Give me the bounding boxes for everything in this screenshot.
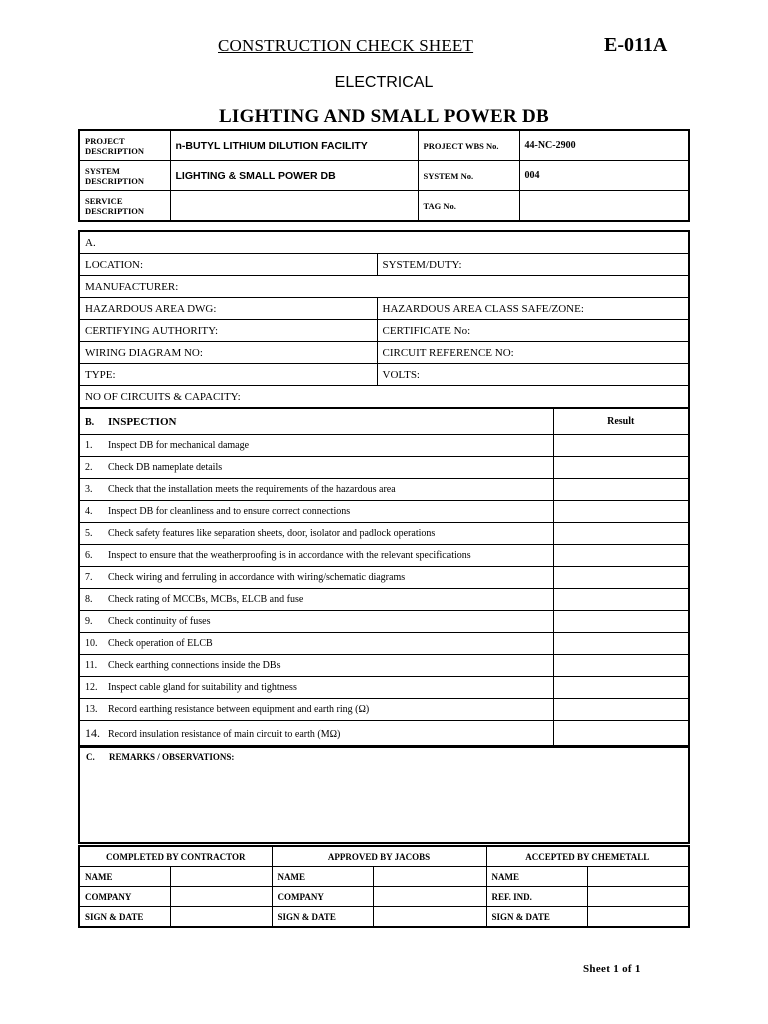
inspection-item-number: 8.: [85, 594, 93, 605]
inspection-item-text: Check continuity of fuses: [108, 616, 211, 627]
completed-by-header: COMPLETED BY CONTRACTOR: [79, 846, 272, 867]
inspection-items: [79, 435, 689, 748]
jacobs-name-field[interactable]: [373, 867, 486, 887]
inspection-item-number: 7.: [85, 572, 93, 583]
section-b-letter: B.: [85, 416, 95, 428]
inspection-item-number: 4.: [85, 506, 93, 517]
inspection-row: [79, 523, 689, 545]
document-number: E-011A: [604, 34, 668, 56]
inspection-title: INSPECTION: [108, 415, 177, 428]
service-description-value[interactable]: [170, 191, 418, 222]
inspection-heading: [79, 408, 553, 435]
project-description-label: PROJECT DESCRIPTION: [79, 130, 170, 161]
inspection-item-text: Record insulation resistance of main circuit to earth (MΩ): [108, 729, 341, 740]
tag-number-value[interactable]: [519, 191, 689, 222]
inspection-row: [79, 479, 689, 501]
jacobs-company-label: COMPANY: [272, 887, 373, 907]
section-c-letter: C.: [86, 752, 95, 762]
inspection-item-number: 2.: [85, 462, 93, 473]
inspection-item: [79, 589, 553, 611]
remarks-box[interactable]: [78, 745, 690, 844]
inspection-item: [79, 633, 553, 655]
inspection-item-text: Check operation of ELCB: [108, 638, 213, 649]
inspection-row: [79, 457, 689, 479]
inspection-row: [79, 567, 689, 589]
inspection-item-text: Inspect to ensure that the weatherproofing is in accordance with the relevant specifications: [108, 550, 471, 561]
inspection-item-number: 6.: [85, 550, 93, 561]
discipline-heading: ELECTRICAL: [334, 74, 434, 91]
project-wbs-value[interactable]: 44-NC-2900: [519, 130, 689, 161]
inspection-result-cell[interactable]: [553, 677, 689, 699]
inspection-item-number: 11.: [85, 660, 98, 671]
contractor-name-label: NAME: [79, 867, 170, 887]
chemetall-sign-date-label: SIGN & DATE: [486, 907, 587, 928]
inspection-item-text: Inspect DB for mechanical damage: [108, 440, 250, 451]
inspection-row: [79, 633, 689, 655]
chemetall-name-field[interactable]: [587, 867, 689, 887]
inspection-row: [79, 545, 689, 567]
service-description-label: SERVICE DESCRIPTION: [79, 191, 170, 222]
inspection-result-cell[interactable]: [553, 699, 689, 721]
sheet-number: Sheet 1 of 1: [583, 963, 641, 975]
contractor-name-field[interactable]: [170, 867, 272, 887]
system-description-label: SYSTEM DESCRIPTION: [79, 161, 170, 191]
project-info-table: [78, 129, 690, 222]
inspection-item: [79, 567, 553, 589]
inspection-row: [79, 611, 689, 633]
accepted-by-header: ACCEPTED BY CHEMETALL: [486, 846, 689, 867]
system-duty-field[interactable]: SYSTEM/DUTY:: [377, 254, 689, 276]
inspection-row: [79, 699, 689, 721]
jacobs-name-label: NAME: [272, 867, 373, 887]
document-subtitle: LIGHTING AND SMALL POWER DB: [218, 106, 550, 127]
inspection-item: [79, 677, 553, 699]
contractor-sign-date-field[interactable]: [170, 907, 272, 928]
chemetall-name-label: NAME: [486, 867, 587, 887]
inspection-item: [79, 523, 553, 545]
inspection-result-cell[interactable]: [553, 611, 689, 633]
inspection-result-cell[interactable]: [553, 479, 689, 501]
inspection-item-number: 3.: [85, 484, 93, 495]
project-description-value[interactable]: n-BUTYL LITHIUM DILUTION FACILITY: [170, 130, 418, 161]
inspection-result-cell[interactable]: [553, 589, 689, 611]
inspection-table: [78, 407, 690, 748]
project-wbs-label: PROJECT WBS No.: [418, 130, 519, 161]
inspection-row: [79, 721, 689, 748]
inspection-item: [79, 721, 553, 748]
inspection-item-text: Inspect cable gland for suitability and tightness: [108, 682, 297, 693]
inspection-item-text: Check safety features like separation sheets, door, isolator and padlock operations: [108, 528, 436, 539]
wiring-diagram-field[interactable]: WIRING DIAGRAM NO:: [79, 342, 377, 364]
contractor-company-field[interactable]: [170, 887, 272, 907]
inspection-row: [79, 589, 689, 611]
chemetall-ref-ind-label: REF. IND.: [486, 887, 587, 907]
inspection-item: [79, 501, 553, 523]
approved-by-header: APPROVED BY JACOBS: [272, 846, 486, 867]
inspection-item-number: 10.: [85, 638, 98, 649]
inspection-row: [79, 655, 689, 677]
remarks-heading: [86, 752, 234, 762]
inspection-result-cell[interactable]: [553, 567, 689, 589]
inspection-item: [79, 699, 553, 721]
inspection-item-text: Check wiring and ferruling in accordance with wiring/schematic diagrams: [108, 572, 406, 583]
inspection-row: [79, 677, 689, 699]
inspection-item: [79, 545, 553, 567]
inspection-item-text: Check rating of MCCBs, MCBs, ELCB and fuse: [108, 594, 304, 605]
inspection-item-number: 1.: [85, 440, 93, 451]
jacobs-sign-date-label: SIGN & DATE: [272, 907, 373, 928]
circuit-reference-field[interactable]: CIRCUIT REFERENCE NO:: [377, 342, 689, 364]
circuits-capacity-field[interactable]: NO OF CIRCUITS & CAPACITY:: [79, 386, 689, 409]
inspection-item: [79, 457, 553, 479]
certifying-authority-field[interactable]: CERTIFYING AUTHORITY:: [79, 320, 377, 342]
inspection-result-cell[interactable]: [553, 523, 689, 545]
inspection-item-text: Record earthing resistance between equipment and earth ring (Ω): [108, 704, 370, 715]
hazardous-area-class-field[interactable]: HAZARDOUS AREA CLASS SAFE/ZONE:: [377, 298, 689, 320]
result-column-header: Result: [553, 408, 689, 435]
inspection-item: [79, 655, 553, 677]
inspection-row: [79, 501, 689, 523]
hazardous-area-dwg-field[interactable]: HAZARDOUS AREA DWG:: [79, 298, 377, 320]
inspection-item-text: Check DB nameplate details: [108, 462, 223, 473]
inspection-item-text: Check that the installation meets the requirements of the hazardous area: [108, 484, 396, 495]
signoff-table: [78, 845, 690, 928]
system-number-value[interactable]: 004: [519, 161, 689, 191]
inspection-row: [79, 435, 689, 457]
tag-number-label: TAG No.: [418, 191, 519, 222]
inspection-item-text: Check earthing connections inside the DBs: [108, 660, 281, 671]
inspection-result-cell[interactable]: [553, 655, 689, 677]
section-a-table: [78, 230, 690, 409]
inspection-item-text: Inspect DB for cleanliness and to ensure correct connections: [108, 506, 351, 517]
location-field[interactable]: LOCATION:: [79, 254, 377, 276]
manufacturer-field[interactable]: MANUFACTURER:: [79, 276, 689, 298]
inspection-result-cell[interactable]: [553, 545, 689, 567]
inspection-item-number: 13.: [85, 704, 98, 715]
system-number-label: SYSTEM No.: [418, 161, 519, 191]
inspection-result-cell[interactable]: [553, 457, 689, 479]
inspection-item-number: 9.: [85, 616, 93, 627]
section-a-heading: A.: [79, 231, 689, 254]
chemetall-ref-ind-field[interactable]: [587, 887, 689, 907]
certificate-number-field[interactable]: CERTIFICATE No:: [377, 320, 689, 342]
type-field[interactable]: TYPE:: [79, 364, 377, 386]
inspection-item: [79, 479, 553, 501]
system-description-value[interactable]: LIGHTING & SMALL POWER DB: [170, 161, 418, 191]
jacobs-company-field[interactable]: [373, 887, 486, 907]
inspection-result-cell[interactable]: [553, 501, 689, 523]
document-title: CONSTRUCTION CHECK SHEET: [218, 36, 474, 55]
inspection-result-cell[interactable]: [553, 633, 689, 655]
inspection-item-number: 5.: [85, 528, 93, 539]
inspection-result-cell[interactable]: [553, 721, 689, 748]
inspection-result-cell[interactable]: [553, 435, 689, 457]
chemetall-sign-date-field[interactable]: [587, 907, 689, 928]
contractor-sign-date-label: SIGN & DATE: [79, 907, 170, 928]
jacobs-sign-date-field[interactable]: [373, 907, 486, 928]
inspection-item-number: 14.: [85, 726, 100, 740]
remarks-title: REMARKS / OBSERVATIONS:: [109, 752, 235, 762]
inspection-item: [79, 435, 553, 457]
inspection-item-number: 12.: [85, 682, 98, 693]
volts-field[interactable]: VOLTS:: [377, 364, 689, 386]
inspection-item: [79, 611, 553, 633]
contractor-company-label: COMPANY: [79, 887, 170, 907]
